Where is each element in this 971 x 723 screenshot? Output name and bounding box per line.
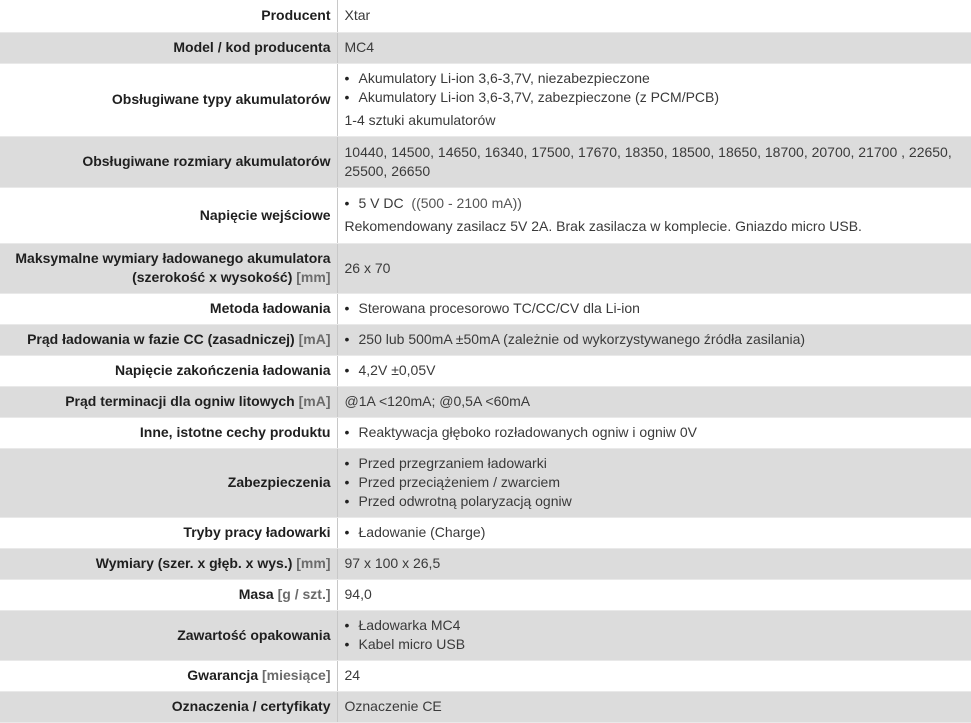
table-row xyxy=(0,417,971,448)
bullet-list xyxy=(345,69,968,107)
list-item: • Ładowanie (Charge) xyxy=(359,523,968,542)
row-value xyxy=(337,417,971,448)
row-value: 10440, 14500, 14650, 16340, 17500, 17670, 18350, 18500, 18650, 18700, 20700, 21700 , 22650, 25500, 26650 xyxy=(337,136,971,187)
row-label: Metoda ładowania xyxy=(0,293,337,324)
table-row xyxy=(0,691,971,722)
row-label: Masa [g / szt.] xyxy=(0,579,337,610)
row-value xyxy=(337,187,971,243)
table-row xyxy=(0,548,971,579)
table-row xyxy=(0,136,971,187)
list-item: • Akumulatory Li-ion 3,6-3,7V, zabezpieczone (z PCM/PCB) xyxy=(359,88,968,107)
list-item: • 4,2V ±0,05V xyxy=(359,361,968,380)
bullet-list xyxy=(345,194,968,213)
row-label: Prąd ładowania w fazie CC (zasadniczej) [mA] xyxy=(0,324,337,355)
row-label: Oznaczenia / certyfikaty xyxy=(0,691,337,722)
list-item: • Kabel micro USB xyxy=(359,635,968,654)
table-row xyxy=(0,660,971,691)
row-value xyxy=(337,293,971,324)
row-label: Napięcie wejściowe xyxy=(0,187,337,243)
row-value: Oznaczenie CE xyxy=(337,691,971,722)
bullet-list xyxy=(345,423,968,442)
row-label: Producent xyxy=(0,0,337,32)
row-value: 94,0 xyxy=(337,579,971,610)
row-label: Obsługiwane rozmiary akumulatorów xyxy=(0,136,337,187)
table-row xyxy=(0,355,971,386)
row-label: Inne, istotne cechy produktu xyxy=(0,417,337,448)
list-item: • 250 lub 500mA ±50mA (zależnie od wykorzystywanego źródła zasilania) xyxy=(359,330,968,349)
row-label: Maksymalne wymiary ładowanego akumulatora (szerokość x wysokość) [mm] xyxy=(0,243,337,293)
row-value: MC4 xyxy=(337,32,971,63)
list-item: • 5 V DC ((500 - 2100 mA)) xyxy=(359,194,968,213)
list-item: • Akumulatory Li-ion 3,6-3,7V, niezabezpieczone xyxy=(359,69,968,88)
table-row xyxy=(0,386,971,417)
table-row xyxy=(0,243,971,293)
row-label: Prąd terminacji dla ogniw litowych [mA] xyxy=(0,386,337,417)
table-row xyxy=(0,32,971,63)
row-label: Obsługiwane typy akumulatorów xyxy=(0,63,337,136)
row-value: @1A <120mA; @0,5A <60mA xyxy=(337,386,971,417)
list-item: • Ładowarka MC4 xyxy=(359,616,968,635)
table-row xyxy=(0,610,971,660)
list-item: • Przed odwrotną polaryzacją ogniw xyxy=(359,492,968,511)
row-label: Model / kod producenta xyxy=(0,32,337,63)
table-row xyxy=(0,579,971,610)
bullet-list xyxy=(345,299,968,318)
table-row xyxy=(0,0,971,32)
bullet-list xyxy=(345,361,968,380)
row-value xyxy=(337,63,971,136)
row-note: 1-4 sztuki akumulatorów xyxy=(344,112,496,128)
table-row xyxy=(0,293,971,324)
row-value: 24 xyxy=(337,660,971,691)
row-label: Napięcie zakończenia ładowania xyxy=(0,355,337,386)
list-item: • Przed przeciążeniem / zwarciem xyxy=(359,473,968,492)
row-value xyxy=(337,517,971,548)
row-value xyxy=(337,355,971,386)
list-item: • Przed przegrzaniem ładowarki xyxy=(359,454,968,473)
list-item: • Sterowana procesorowo TC/CC/CV dla Li-ion xyxy=(359,299,968,318)
bullet-list xyxy=(345,454,968,511)
table-row xyxy=(0,63,971,136)
table-row xyxy=(0,324,971,355)
list-item: • Reaktywacja głęboko rozładowanych ogniw i ogniw 0V xyxy=(359,423,968,442)
row-value: Xtar xyxy=(337,0,971,32)
table-row xyxy=(0,517,971,548)
bullet-list xyxy=(345,523,968,542)
row-value: 97 x 100 x 26,5 xyxy=(337,548,971,579)
row-label: Zawartość opakowania xyxy=(0,610,337,660)
row-value: 26 x 70 xyxy=(337,243,971,293)
table-row xyxy=(0,187,971,243)
row-value xyxy=(337,324,971,355)
row-value xyxy=(337,448,971,517)
bullet-list xyxy=(345,616,968,654)
table-row xyxy=(0,448,971,517)
row-note: Rekomendowany zasilacz 5V 2A. Brak zasilacza w komplecie. Gniazdo micro USB. xyxy=(344,218,862,234)
row-label: Wymiary (szer. x głęb. x wys.) [mm] xyxy=(0,548,337,579)
bullet-list xyxy=(345,330,968,349)
row-label: Tryby pracy ładowarki xyxy=(0,517,337,548)
row-value xyxy=(337,610,971,660)
row-label: Zabezpieczenia xyxy=(0,448,337,517)
row-label: Gwarancja [miesiące] xyxy=(0,660,337,691)
